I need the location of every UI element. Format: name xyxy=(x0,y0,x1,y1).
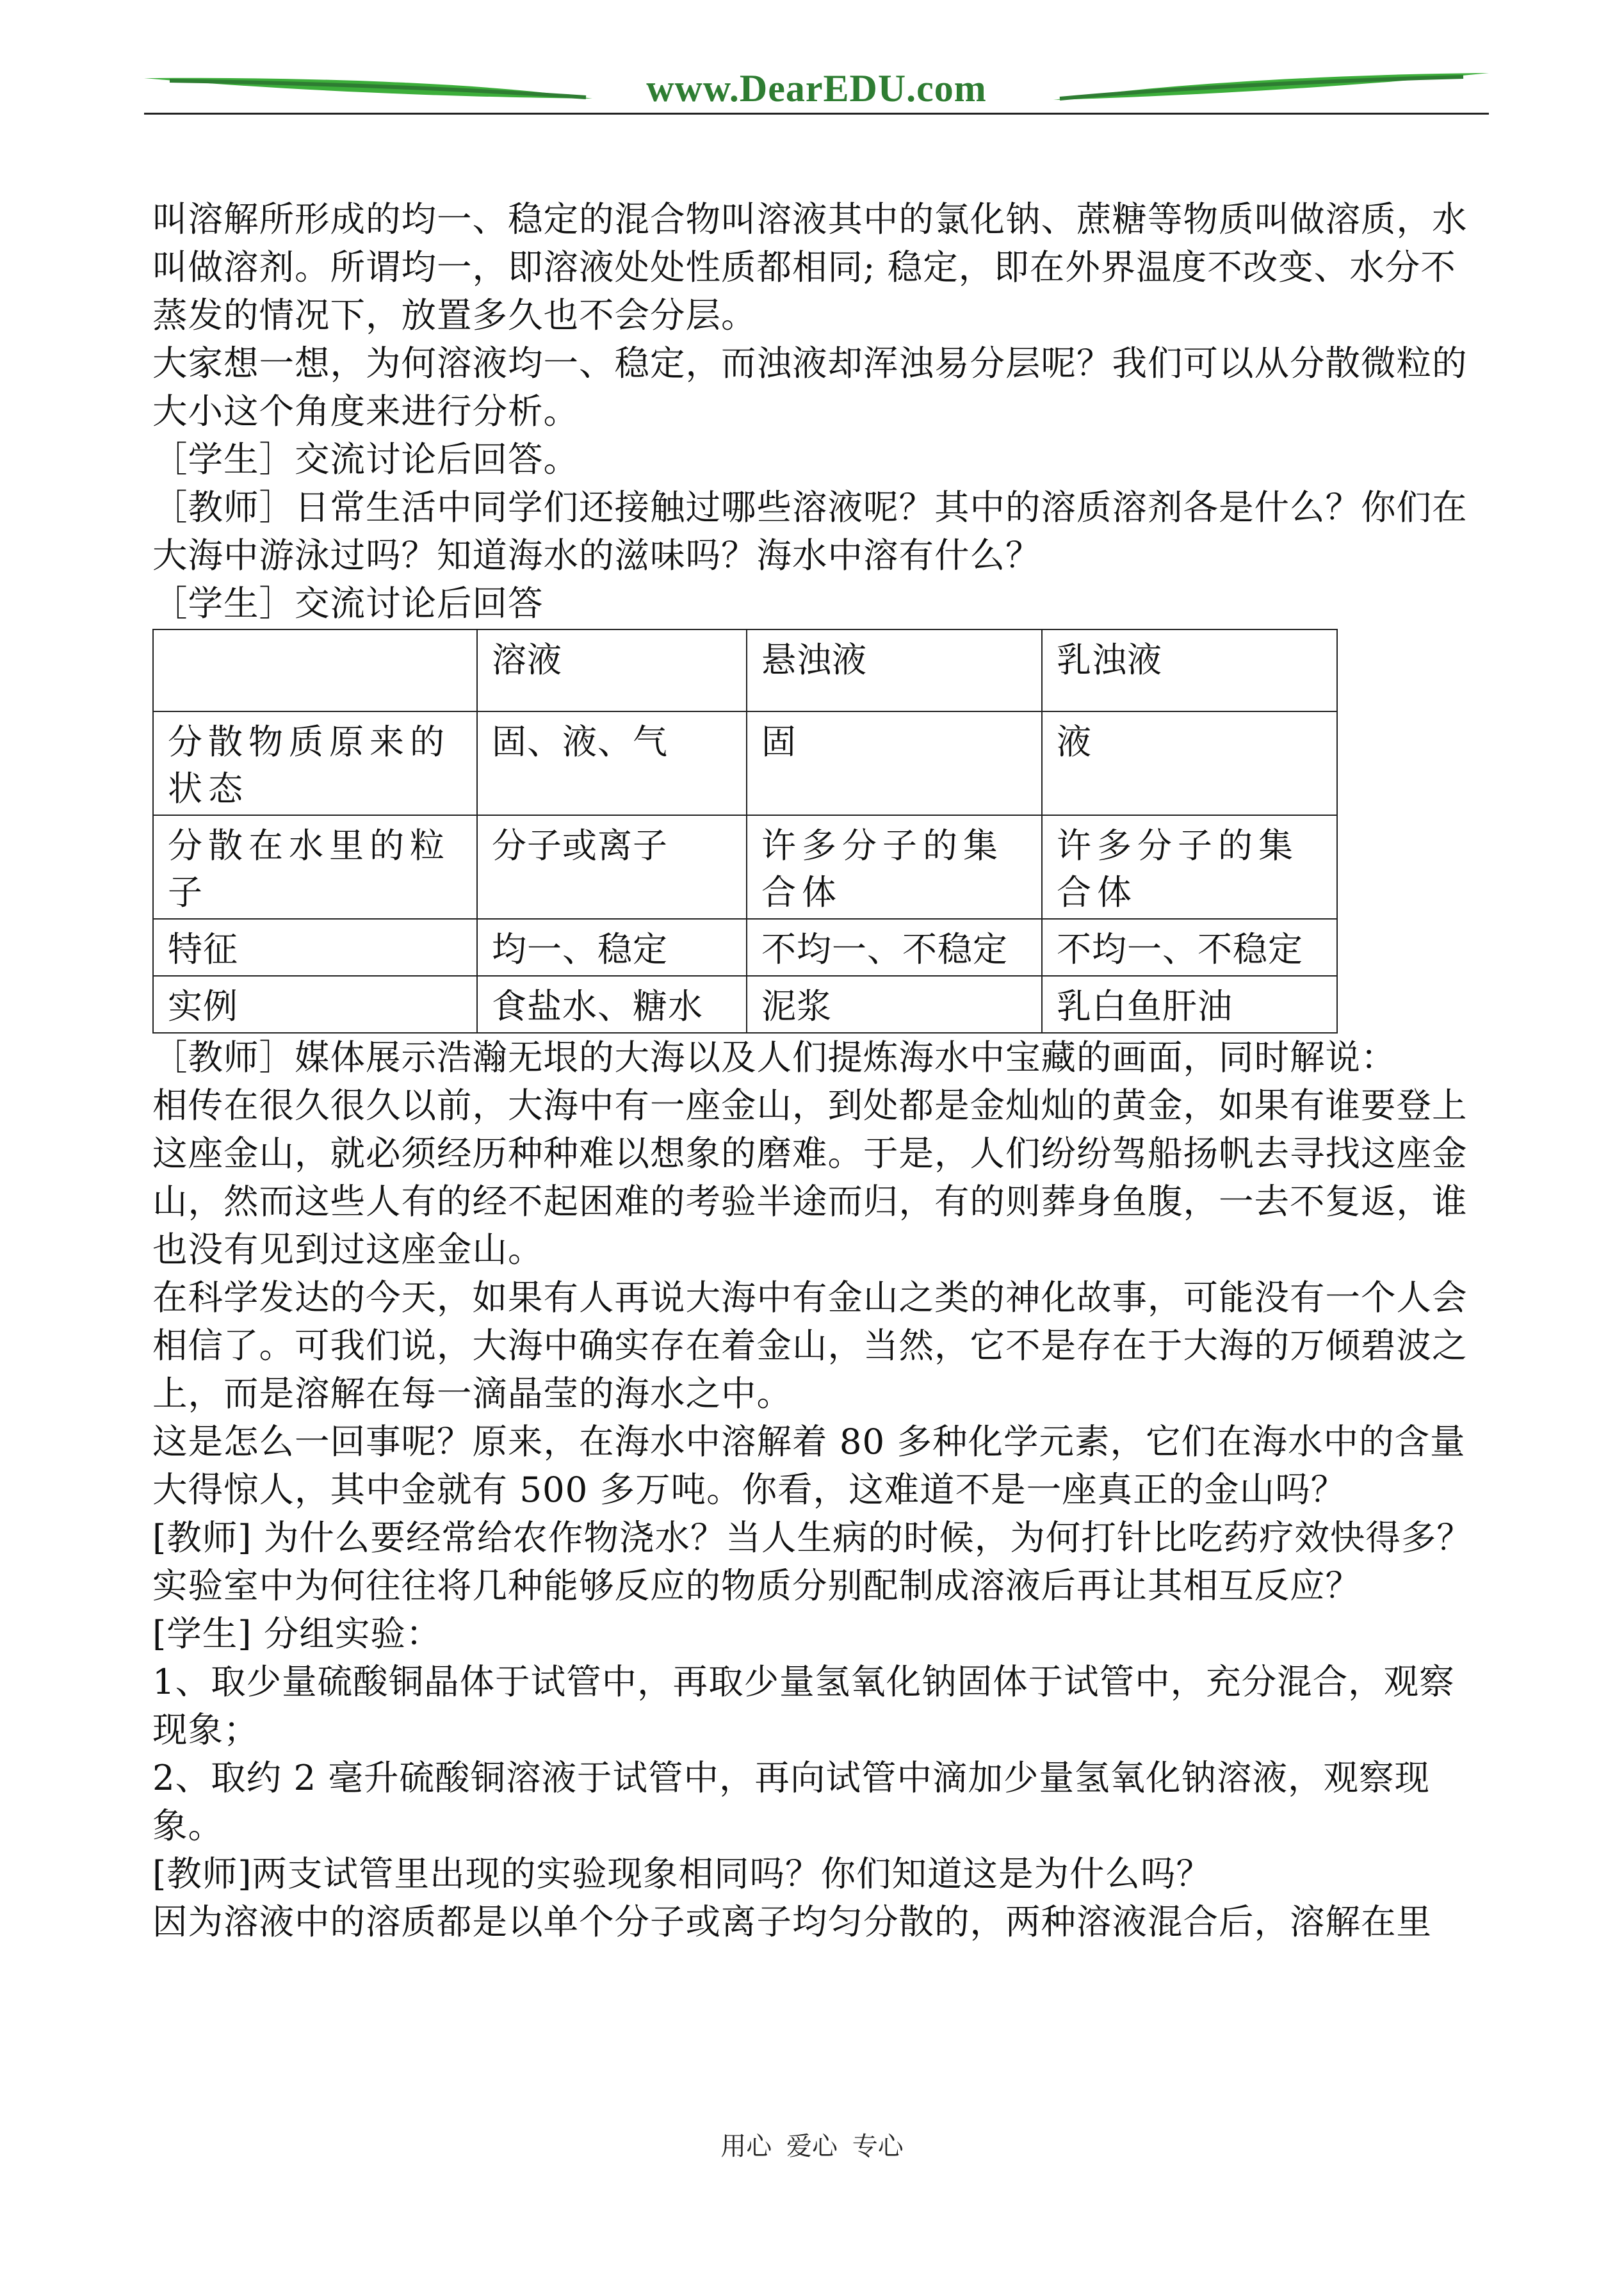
paragraph: [学生] 分组实验： xyxy=(152,1613,442,1654)
paragraph: 这是怎么一回事呢？原来，在海水中溶解着 80 多种化学元素，它们在海水中的含量大得惊人，其中金就有 500 多万吨。你看，这难道不是一座真正的金山吗？ xyxy=(152,1421,1466,1510)
table-cell: 食盐水、糖水 xyxy=(477,976,747,1033)
table-cell: 液 xyxy=(1042,711,1337,815)
table-cell: 乳白鱼肝油 xyxy=(1042,976,1337,1033)
table-row xyxy=(153,976,1337,1033)
paragraph: 叫溶解所形成的均一、稳定的混合物叫溶液其中的氯化钠、蔗糖等物质叫做溶质，水叫做溶剂。所谓均一，即溶液处处性质都相同; 稳定，即在外界温度不改变、水分不蒸发的情况下，放置多久也不会分层。 xyxy=(152,199,1468,336)
table-header-cell: 乳浊液 xyxy=(1042,629,1337,711)
table-header-cell xyxy=(153,629,477,711)
table-cell: 许多分子的集合体 xyxy=(1042,815,1337,919)
paragraph: ［教师］媒体展示浩瀚无垠的大海以及人们提炼海水中宝藏的画面，同时解说： xyxy=(152,1037,1397,1078)
table-row xyxy=(153,815,1337,919)
header-rule xyxy=(144,113,1489,115)
table-cell: 不均一、不稳定 xyxy=(1042,919,1337,976)
site-header xyxy=(144,59,1489,117)
site-logo-text: www.DearEDU.com xyxy=(646,67,987,109)
table-cell: 固 xyxy=(747,711,1042,815)
dispersion-comparison-table xyxy=(152,629,1338,1034)
document-body xyxy=(152,195,1488,1946)
table-cell: 不均一、不稳定 xyxy=(747,919,1042,976)
paragraph: ［学生］交流讨论后回答。 xyxy=(152,439,580,480)
page-footer: 用心 爱心 专心 xyxy=(720,2132,904,2161)
paragraph: 1、取少量硫酸铜晶体于试管中，再取少量氢氧化钠固体于试管中，充分混合，观察现象； xyxy=(152,1661,1455,1750)
table-cell: 泥浆 xyxy=(747,976,1042,1033)
table-cell: 均一、稳定 xyxy=(477,919,747,976)
table-cell: 分子或离子 xyxy=(477,815,747,919)
table-header-cell: 悬浊液 xyxy=(747,629,1042,711)
table-row xyxy=(153,711,1337,815)
paragraph: 大家想一想，为何溶液均一、稳定，而浊液却浑浊易分层呢？我们可以从分散微粒的大小这个角度来进行分析。 xyxy=(152,343,1468,432)
table-row xyxy=(153,919,1337,976)
table-cell: 分散在水里的粒子 xyxy=(153,815,477,919)
paragraph: 在科学发达的今天，如果有人再说大海中有金山之类的神化故事，可能没有一个人会相信了。可我们说，大海中确实存在着金山，当然，它不是存在于大海的万倾碧波之上，而是溶解在每一滴晶莹的海水之中。 xyxy=(152,1277,1468,1414)
table-cell: 实例 xyxy=(153,976,477,1033)
paragraph: ［教师］日常生活中同学们还接触过哪些溶液呢？其中的溶质溶剂各是什么？你们在大海中游泳过吗？知道海水的滋味吗？海水中溶有什么？ xyxy=(152,487,1468,576)
paragraph: 2、取约 2 毫升硫酸铜溶液于试管中，再向试管中滴加少量氢氧化钠溶液，观察现象。 xyxy=(152,1757,1431,1846)
table-cell: 许多分子的集合体 xyxy=(747,815,1042,919)
table-cell: 特征 xyxy=(153,919,477,976)
table-cell: 分散物质原来的状态 xyxy=(153,711,477,815)
paragraph: [教师] 为什么要经常给农作物浇水？当人生病的时候，为何打针比吃药疗效快得多？实验室中为何往往将几种能够反应的物质分别配制成溶液后再让其相互反应？ xyxy=(152,1517,1472,1606)
paragraph: ［学生］交流讨论后回答 xyxy=(152,583,544,624)
paragraph: 因为溶液中的溶质都是以单个分子或离子均匀分散的，两种溶液混合后，溶解在里 xyxy=(152,1901,1433,1942)
table-header-row xyxy=(153,629,1337,711)
table-header-cell: 溶液 xyxy=(477,629,747,711)
paragraph: 相传在很久很久以前，大海中有一座金山，到处都是金灿灿的黄金，如果有谁要登上这座金山，就必须经历种种难以想象的磨难。于是，人们纷纷驾船扬帆去寻找这座金山，然而这些人有的经不起困难的考验半途而归，有的则葬身鱼腹，一去不复返，谁也没有见到过这座金山。 xyxy=(152,1085,1468,1270)
table-cell: 固、液、气 xyxy=(477,711,747,815)
paragraph: [教师]两支试管里出现的实验现象相同吗？你们知道这是为什么吗？ xyxy=(152,1853,1212,1894)
